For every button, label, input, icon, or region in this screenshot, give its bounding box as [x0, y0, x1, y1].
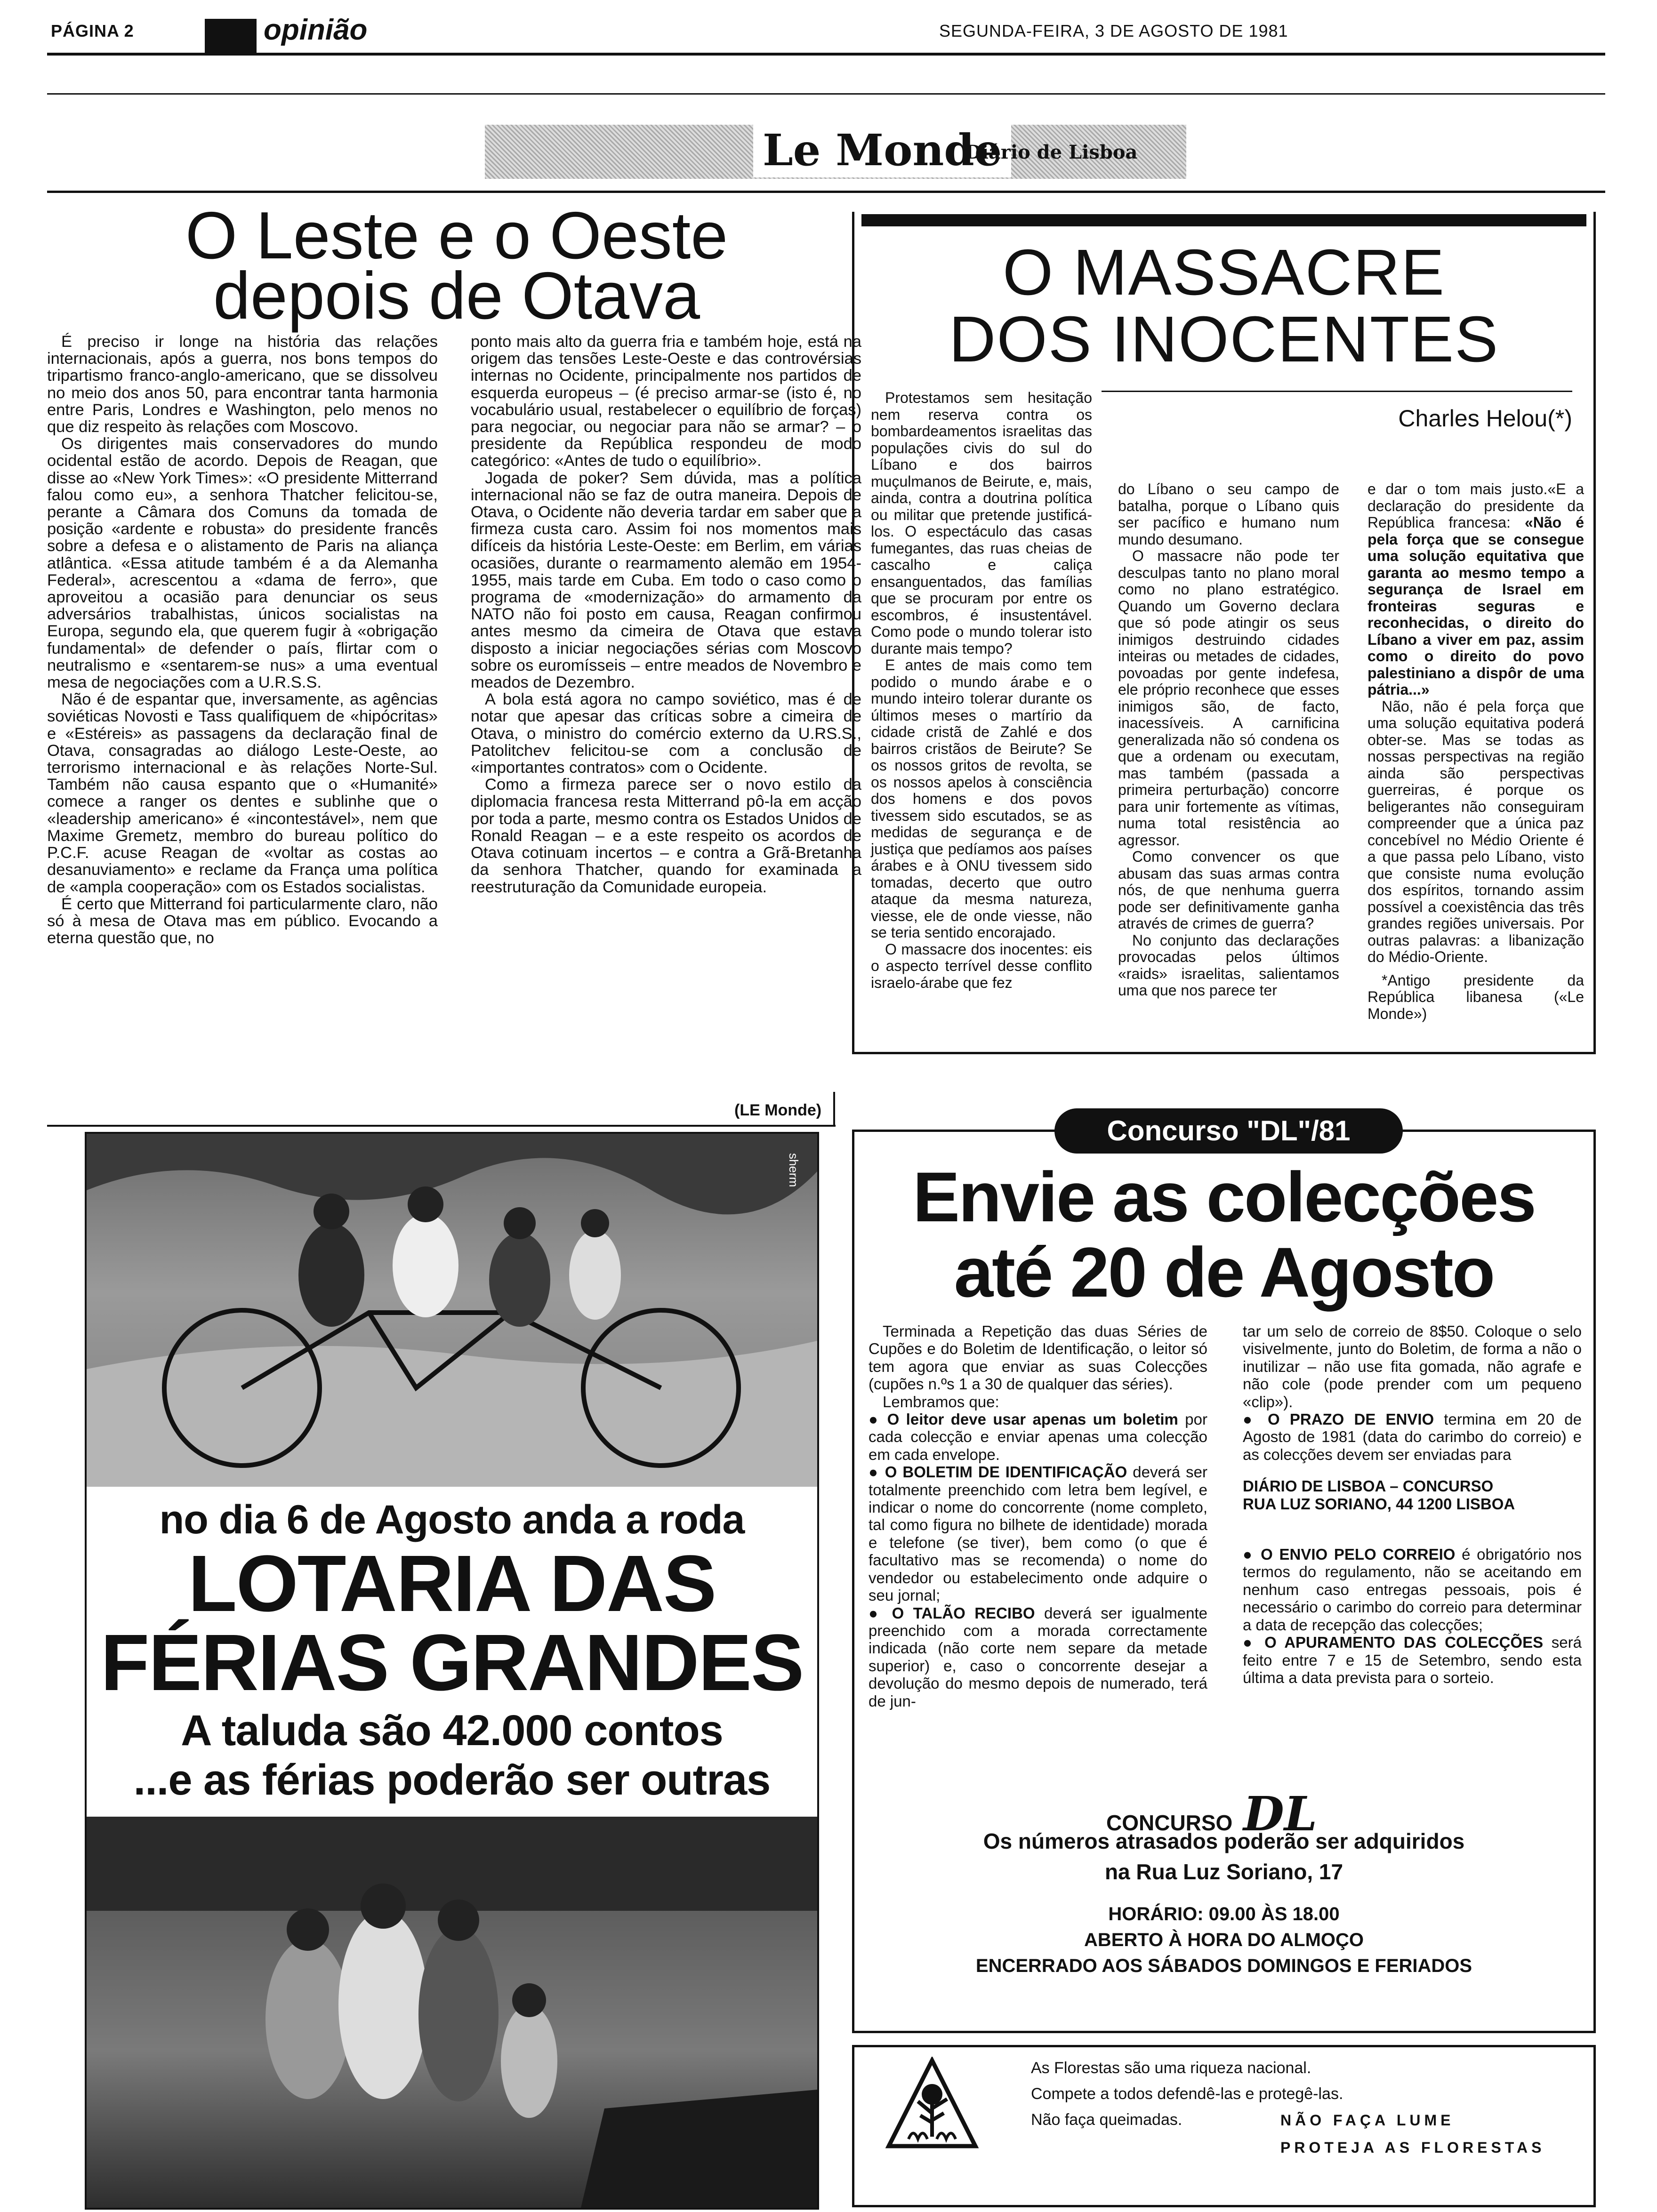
bullet-bold: O TALÃO RECIBO — [892, 1604, 1035, 1622]
bullet-bold: O ENVIO PELO CORREIO — [1261, 1546, 1456, 1563]
forest-emblem — [885, 2057, 979, 2151]
bullet-text: deverá ser totalmente preenchido com letra bem legível, e indicar o nome do concorrente (nome completo, tal como figura no bilhete de identidade) morada e telefone (se tiver), bem como (o que é facultativo mas se recomenda) o nome do vendedor ou estabelecimento onde adquire o seu jornal; — [869, 1463, 1207, 1604]
le-monde-logo: Le Monde — [753, 123, 1011, 177]
family-photo — [87, 1817, 817, 2208]
article1-bottom-rule — [47, 1125, 836, 1127]
paragraph: No conjunto das declarações provocadas pelos últimos «raids» israelitas, salientamos uma que nos parece ter — [1118, 931, 1339, 999]
contest-lunch: ABERTO À HORA DO ALMOÇO — [1084, 1930, 1364, 1950]
paragraph: Terminada a Repetição das duas Séries de Cupões e do Boletim de Identificação, o leitor só tem agora que enviar as suas Colecções (cupões n.ºs 1 a 30 de qualquer das séries). — [869, 1322, 1207, 1393]
contest-footer-line1: Os números atrasados poderão ser adquiridos — [983, 1829, 1465, 1853]
paragraph: A bola está agora no campo soviético, mas é de notar que apesar das críticas sobre a cimeira de Otava, o ministro do comércio externo da U.RS.S., Patolitchev felicitou-se com a conclusão de «importantes contratos» com o Ocidente. — [471, 690, 861, 777]
bullet-bold: O leitor deve usar apenas um boletim — [887, 1411, 1178, 1428]
article2-column-1 — [871, 390, 1092, 991]
article2-author-rule — [1102, 391, 1572, 392]
article2-top-bar — [861, 214, 1586, 226]
bullet-text: por cada colecção e enviar apenas uma colecção em cada envelope. — [869, 1411, 1207, 1463]
bullet-text: é obrigatório nos termos do regulamento, não se aceitando em nenhum caso entregas pessoais, pois é necessário o carimbo do correio para determinar a data de recepção das colecções; — [1243, 1546, 1582, 1634]
paragraph: E antes de mais como tem podido o mundo árabe e o mundo inteiro tolerar durante os últimos meses o martírio da cidade cristã de Zahlé e dos bairros cristãos de Beirute? Se os nossos gritos de revolta, se os nossos apelos à consciência dos homens e dos povos tivessem sido escutados, se as medidas de segurança e de justiça que pedíamos aos países árabes e à ONU tivessem sido tomadas, decerto que outro ataque da mesma natureza, viesse, ele de onde viesse, não se teria sentido encorajado. — [871, 657, 1092, 941]
bullet-bold: O BOLETIM DE IDENTIFICAÇÃO — [885, 1463, 1127, 1481]
tree-triangle-icon — [885, 2057, 979, 2151]
contest-footer-line2: na Rua Luz Soriano, 17 — [1104, 1859, 1343, 1884]
paragraph: Jogada de poker? Sem dúvida, mas a política internacional não se faz de outra maneira. Depois de Otava, o Ocidente não deveria tardar em saber que a firmeza custa caro. Assim foi nos momentos mais difíceis da história Leste-Oeste: em Berlim, em várias ocasiões, durante o rearmamento alemão em 1954-1955, mais tarde em Cuba. Em todo o caso como o programa de «modernização» do armamento da NATO não foi posto em causa, Reagan confirmou antes mesmo da cimeira de Otava que estava disposto a iniciar negociações sérias com Moscovo sobre os euromísseis – entre meados de Novembro e meados de Dezembro. — [471, 469, 861, 692]
forest-line2: Compete a todos defendê-las e protegê-las. — [1031, 2085, 1343, 2103]
page-number: PÁGINA 2 — [51, 21, 134, 40]
bullet-item: ● O leitor deve usar apenas um boletim por cada colecção e enviar apenas uma colecção em cada envelope. — [869, 1411, 1207, 1463]
bullet-item: ● O TALÃO RECIBO deverá ser igualmente preenchido com a morada correctamente indicada (não corte nem separe da metade superior) e, caso o concorrente desejar a devolução do mesmo depois de numerado, terá de jun- — [869, 1604, 1207, 1710]
bullet-text: termina em 20 de Agosto de 1981 (data do carimbo do correio) e as colecções devem ser enviadas para — [1243, 1411, 1582, 1463]
paragraph: Protestamos sem hesitação nem reserva contra os bombardeamentos israelitas das populações civis do sul do Líbano e dos bairros muçulmanos de Beirute, e, mais, ainda, contra a doutrina política ou militar que pretende justificá-los. O espectáculo das casas fumegantes, das ruas cheias de cascalho e caliça ensanguentados, das famílias que se procuram por entre os escombros, é insustentável. Como pode o mundo tolerar isto durante mais tempo? — [871, 389, 1092, 657]
paragraph: do Líbano o seu campo de batalha, porque o Líbano quis ser pacífico e humano num mundo desumano. — [1118, 481, 1339, 548]
bullet-item: ● O ENVIO PELO CORREIO é obrigatório nos termos do regulamento, não se aceitando em nenhum caso entregas pessoais, pois é necessário o carimbo do correio para determinar a data de recepção das colecções; — [1243, 1546, 1582, 1634]
paragraph-text: e dar o tom mais justo.«E a declaração do presidente da República francesa: — [1367, 481, 1584, 531]
article2-column-2 — [1118, 481, 1339, 999]
lottery-line2: LOTARIA DAS — [188, 1539, 716, 1628]
article2-title-line2: DOS INOCENTES — [949, 303, 1499, 376]
address-bold: DIÁRIO DE LISBOA – CONCURSO — [1243, 1477, 1494, 1495]
contest-closed: ENCERRADO AOS SÁBADOS DOMINGOS E FERIADOS — [975, 1956, 1472, 1976]
article1-title-line2: depois de Otava — [213, 258, 700, 333]
contest-column-2 — [1243, 1322, 1582, 1686]
family-illustration — [87, 1817, 817, 2208]
header-rule-top — [47, 53, 1605, 56]
bicycle-photo — [87, 1134, 817, 1487]
ad-brand-vertical: sherm — [787, 1153, 801, 1187]
bicycle-illustration — [87, 1134, 817, 1487]
paragraph: Não, não é pela força que uma solução equitativa poderá obter-se. Mas se todas as nossas perspectivas na região ainda são perspectivas guerreiras, é porque os beligerantes não conseguiram compreender que a única paz concebível no Médio Oriente é a que passa pelo Líbano, visto que consiste numa evolução dos espíritos, tornando assim possível a coexistência das três grandes regiões universais. Por outras palavras: a libanização do Médio-Oriente. — [1367, 697, 1584, 965]
address-bold: RUA LUZ SORIANO, 44 1200 LISBOA — [1243, 1495, 1515, 1513]
address-line-1 — [1243, 1477, 1582, 1495]
paragraph: É preciso ir longe na história das relações internacionais, após a guerra, nos bons tempos do tripartismo franco-anglo-americano, que se dissolveu no meio dos anos 50, para encontrar tanta harmonia entre Paris, Londres e Washington, pelo menos no que diz respeito às relações com Moscovo. — [47, 333, 438, 436]
section-title: opinião — [264, 14, 368, 46]
diario-de-lisboa-logo: Diário de Lisboa — [965, 141, 1138, 163]
paragraph — [1367, 481, 1584, 698]
contest-hours: HORÁRIO: 09.00 ÀS 18.00 — [1108, 1904, 1340, 1924]
contest-headline1: Envie as colecções — [913, 1157, 1535, 1236]
concurso-label: CONCURSO — [1106, 1811, 1233, 1835]
banner-rule — [47, 191, 1605, 193]
address-line-2 — [1243, 1495, 1582, 1513]
paragraph: tar um selo de correio de 8$50. Coloque o selo visivelmente, junto do Boletim, de forma a não o inutilizar – não use fita gomada, não agrafe e não cole (pode prender com um pequeno «clip»). — [1243, 1322, 1582, 1411]
lottery-line4: A taluda são 42.000 contos — [181, 1707, 723, 1755]
article1-column-2 — [471, 333, 861, 896]
article2-title-line1: O MASSACRE — [1002, 236, 1446, 309]
article1-right-rule — [833, 1092, 835, 1125]
forest-slogan2: PROTEJA AS FLORESTAS — [1280, 2139, 1545, 2156]
contest-column-1 — [869, 1322, 1207, 1710]
paragraph: É certo que Mitterrand foi particularmente claro, não só à mesa de Otava mas em público. Evocando a eterna questão que, no — [47, 895, 438, 947]
lottery-line5: ...e as férias poderão ser outras — [133, 1756, 771, 1804]
forest-slogan1: NÃO FAÇA LUME — [1280, 2112, 1455, 2129]
article1-title-line1: O Leste e o Oeste — [185, 198, 728, 273]
paragraph: O massacre dos inocentes: eis o aspecto terrível desse conflito israelo-árabe que fez — [871, 940, 1092, 991]
bullet-bold: O APURAMENTO DAS COLECÇÕES — [1264, 1634, 1544, 1651]
paragraph: Os dirigentes mais conservadores do mundo ocidental estão de acordo. Depois de Reagan, que disse ao «New York Times»: «O presidente Mitterrand falou como eu», a senhora Thatcher felicitou-se, perante a Câmara dos Comuns da tomada de posição «ardente e robusta» do presidente francês sobre a defesa e o alistamento de Paris na aliança atlântica. «Essa atitude também é a da Alemanha Federal», acrescentou a «dama de ferro», que aproveitou a ocasião para denunciar os seus adversários trabalhistas, únicos socialistas na Europa, segundo ela, que querem fugir à «obrigação fundamental» de defender o país, flirtar com o neutralismo e «sentarem-se nus» a uma eventual mesa de negociações com a U.R.S.S. — [47, 435, 438, 692]
paragraph: Como convencer os que abusam das suas armas contra nós, de que nenhuma guerra pode ser definitivamente ganha através de crimes de guerra? — [1118, 848, 1339, 932]
bullet-text: deverá ser igualmente preenchido com a morada correctamente indicada (não corte nem separe da metade superior) e, caso o concorrente desejar a devolução do mesmo depois de numerado, terá de jun- — [869, 1604, 1207, 1710]
article1-column-1 — [47, 333, 438, 946]
quote-bold: «Não é pela força que se consegue uma solução equitativa que garanta ao mesmo tempo a segurança de Israel em fronteiras seguras e reconhecidas, o direito do Líbano a viver em paz, assim como o direito do povo palestiniano a dispôr de uma pátria...» — [1367, 514, 1585, 698]
contest-badge: Concurso "DL"/81 — [1054, 1108, 1403, 1154]
article1-credit: (LE Monde) — [734, 1101, 822, 1119]
section-logo-box — [205, 19, 257, 54]
paragraph: Não é de espantar que, inversamente, as agências soviéticas Novosti e Tass qualifiquem de «hipócritas» e «Estéreis» as passagens da declaração final de Otava, consagradas ao diálogo Leste-Oeste, ao terrorismo internacional e às relações Norte-Sul. Também não causa espanto que o «Humanité» comece a ranger os dentes e sublinhe que o «leadership americano» é «incontestável», nem que Maxime Gremetz, membro do bureau político do P.C.F. acuse Reagan de «voltar as costas ao desanuviamento» e reclame da França uma política de «ampla cooperação» com os Estados socialistas. — [47, 690, 438, 896]
article2-column-3 — [1367, 481, 1584, 1022]
bullet-item: ● O PRAZO DE ENVIO termina em 20 de Agosto de 1981 (data do carimbo do correio) e as colecções devem ser enviadas para — [1243, 1411, 1582, 1463]
bullet-item: ● O APURAMENTO DAS COLECÇÕES será feito entre 7 e 15 de Setembro, sendo esta última a data prevista para o sorteio. — [1243, 1634, 1582, 1686]
bullet-text: será feito entre 7 e 15 de Setembro, sendo esta última a data prevista para o sorteio. — [1243, 1634, 1582, 1686]
lottery-line1: no dia 6 de Agosto anda a roda — [159, 1497, 745, 1542]
paragraph: O massacre não pode ter desculpas tanto no plano moral como no plano estratégico. Quando um Governo declara que só pode atingir os seus inimigos destruindo cidades inteiras ou metades de cidades, povoadas por gente indefesa, ele próprio reconhece que esses inimigos são, de facto, inacessíveis. A carnificina generalizada não só condena os que a ordenam ou executam, mas também (passada a primeira perturbação) concorre para unir fortemente as vítimas, numa total resistência ao agressor. — [1118, 547, 1339, 849]
forest-line3: Não faça queimadas. — [1031, 2111, 1182, 2129]
page-date: SEGUNDA-FEIRA, 3 DE AGOSTO DE 1981 — [939, 21, 1288, 40]
paragraph: Como a firmeza parece ser o novo estilo da diplomacia francesa resta Mitterrand pô-la em acção por toda a parte, mesmo contra os Estados Unidos de Ronald Reagan – e a este respeito os acordos de Otava cotinuam incertos – e contra a Grã-Bretanha da senhora Thatcher, quando for examinada a reestruturação da Comunidade europeia. — [471, 776, 861, 896]
lottery-line3: FÉRIAS GRANDES — [100, 1618, 804, 1707]
footnote: *Antigo presidente da República libanesa («Le Monde») — [1367, 971, 1584, 1022]
forest-line1: As Florestas são uma riqueza nacional. — [1031, 2059, 1311, 2077]
header-rule-thin — [47, 93, 1605, 95]
paragraph: Lembramos que: — [883, 1393, 999, 1411]
bullet-item: ● O BOLETIM DE IDENTIFICAÇÃO deverá ser totalmente preenchido com letra bem legível, e indicar o nome do concorrente (nome completo, tal como figura no bilhete de identidade) morada e telefone (se tiver), bem como (o que é facultativo mas se recomenda) o nome do vendedor ou estabelecimento onde adquire o seu jornal; — [869, 1463, 1207, 1604]
dl-logo: DL — [1243, 1786, 1318, 1842]
contest-headline2: até 20 de Agosto — [954, 1233, 1494, 1312]
bullet-bold: O PRAZO DE ENVIO — [1268, 1411, 1434, 1428]
article2-author: Charles Helou(*) — [1398, 405, 1572, 432]
paragraph: ponto mais alto da guerra fria e também hoje, está na origem das tensões Leste-Oeste e das controvérsias internas no Ocidente, principalmente nos partidos de esquerda europeus – (é preciso armar-se (isto é, no vocabulário usual, restabelecer o equilíbrio de forças) para negociar, ou negociar para não se armar? – o presidente da República respondeu de modo categórico: «Antes de tudo o equilíbrio». — [471, 333, 861, 470]
